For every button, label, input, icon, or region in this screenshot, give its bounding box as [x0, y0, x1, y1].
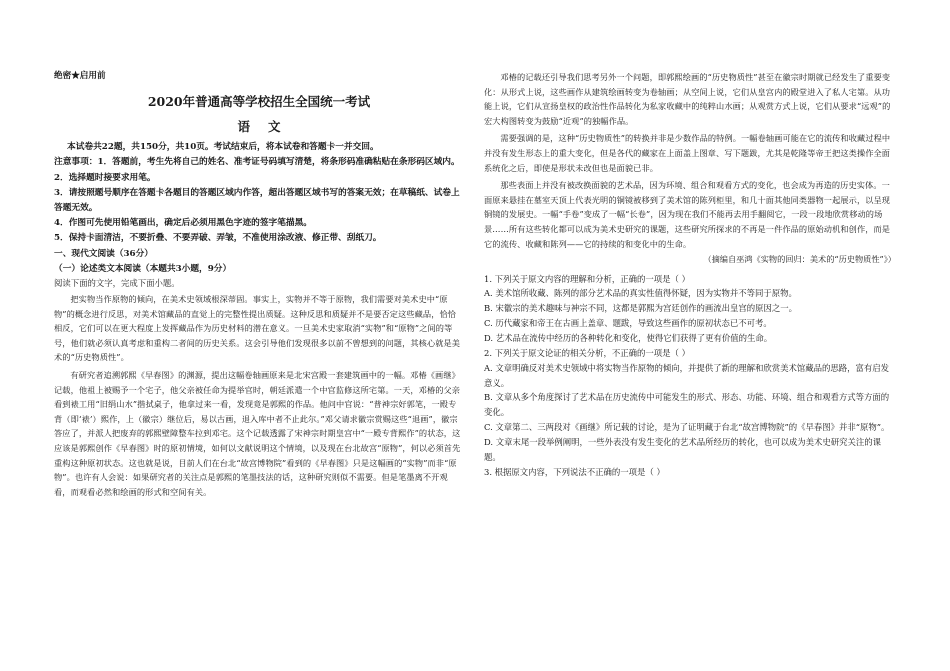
question-option: C. 历代藏家和帝王在古画上盖章、题跋，导致这些画作的原初状态已不可考。 — [484, 318, 772, 329]
question-3 — [484, 465, 896, 479]
exam-summary: 本试卷共22题，共150分，共10页。考试结束后，将本试卷和答题卡一并交回。 — [67, 142, 379, 153]
left-column — [54, 70, 464, 499]
question-option: A. 美术馆所收藏、陈列的部分艺术品的真实性值得怀疑，因为实物并不等同于原物。 — [484, 288, 797, 299]
question-stem: 1. 下列关于原文内容的理解和分析，正确的一项是（ ） — [484, 273, 690, 284]
question-2 — [484, 346, 896, 465]
note-item: 2．选择题时接要求用笔。 — [54, 172, 156, 183]
note-item: 注意事项：1．答题前，考生先将自己的姓名、准考证号码填写清楚，将条形码准确粘贴在条形码区域内。 — [54, 157, 460, 168]
right-column — [484, 70, 896, 480]
passage-left — [54, 292, 464, 499]
passage-paragraph: 那些表面上并没有被改换面貌的艺术品，因为环境、组合和观看方式的变化，也会成为再造的历史实体。一面原来悬挂在墓室天顶上代表光明的铜镜被移到了美术馆的陈列柜里，和几十面其他同类器物一起展示，以呈现铜镜的发展史。一幅“手卷”变成了一幅“长卷”，因为现在我们不能再去用手翻阅它，一段一段地欣赏移动的场景……所有这些转化都可以成为美术史研究的课题，这些研究所探求的不再是一件作品的原始动机和创作，而是它的流传、收藏和陈列——它的持续的和变化中的生命。 — [484, 180, 891, 249]
subject-title: 语文 — [237, 118, 299, 134]
secret-label: 绝密★启用前 — [54, 71, 106, 81]
passage-paragraph: 把实物当作原物的倾向，在美术史领域根深蒂固。事实上，实物并不等于原物，我们需要对美术史中“原物”的概念进行反思，对美术馆藏品的直觉上的完整性提出质疑。这种反思和质疑并不是要否定这些藏品，恰恰相反，它们可以在更大程度上发挥藏品作为历史材料的潜在意义。一旦美术史家取消“实物”和“原物”之间的等号，他们就必须认真考虑和重构二者间的历史关系。这会引导他们发现很多以前不曾想到的问题，其核心就是美术的“历史物质性”。 — [54, 294, 461, 363]
reading-instruction: 阅读下面的文字，完成下面小题。 — [54, 278, 180, 289]
question-option: D. 艺术品在流传中经历的各种转化和变化，使得它们获得了更有价值的生命。 — [484, 333, 773, 344]
note-item: 4．作图可先使用铅笔画出，确定后必须用黑色字迹的签字笔描黑。 — [54, 218, 312, 229]
instructions — [54, 140, 464, 277]
question-option: B. 宋徽宗的美术趣味与神宗不同，这都是郭熙为宫廷创作的画流出皇宫的原因之一。 — [484, 303, 797, 314]
passage-right — [484, 70, 896, 251]
section-subheading: （一）论述类文本阅读（本题共3小题，9分） — [54, 263, 232, 274]
section-heading: 一、现代文阅读（36分） — [54, 248, 153, 259]
note-item: 5．保持卡面清洁，不要折叠、不要弄破、弄皱，不准使用涂改液、修正带、刮纸刀。 — [54, 233, 382, 244]
question-option: A. 文章明确反对美术史领域中将实物当作原物的倾向，并提供了新的理解和欣赏美术馆藏品的思路，富有启发意义。 — [484, 362, 889, 388]
passage-paragraph: 邓椿的记载还引导我们思考另外一个问题，即郭熙绘画的“历史物质性”甚至在徽宗时期就已经发生了重要变化：从形式上说，这些画作从建筑绘画转变为卷轴画；从空间上说，它们从皇宫内的殿堂进入了私人宅第。从功能上说，它们从宣扬皇权的政治性作品转化为私家收藏中的纯粹山水画；从观赏方式上说，它们从要求“远观”的宏大构图转变为鼓励“近观”的独幅作品。 — [484, 72, 891, 126]
notes-list — [54, 155, 464, 246]
passage-paragraph: 需要强调的是，这种“历史物质性”的转换并非是少数作品的特例。一幅卷轴画可能在它的流传和收藏过程中并没有发生形态上的重大变化，但是各代的藏家在上面盖上图章、写下题跋，尤其是乾隆等帝王把这类操作全面系统化之后，即使是形状未改但也是面貌已非。 — [484, 133, 891, 173]
question-option: B. 文章从多个角度探讨了艺术品在历史流传中可能发生的形式、形态、功能、环境、组合和观看方式等方面的变化。 — [484, 392, 890, 418]
question-stem: 3. 根据原文内容，下列说法不正确的一项是（ ） — [484, 467, 665, 478]
question-option: D. 文章末尾一段举例阐明，一些外表没有发生变化的艺术品所经历的转化，也可以成为美术史研究关注的课题。 — [484, 437, 881, 463]
question-1 — [484, 272, 896, 346]
note-item: 3．请按照题号顺序在答题卡各题目的答题区域内作答，超出答题区域书写的答案无效；在草稿纸、试卷上答题无效。 — [54, 187, 460, 213]
question-option: C. 文章第二、三两段对《画继》所记载的讨论，是为了证明藏于台北“故宫博物院”的《早春图》并非“原物”。 — [484, 422, 890, 433]
exam-title: 2020年普通高等学校招生全国统一考试 — [147, 94, 371, 110]
passage-source: （摘编自巫鸿《实物的回归：美术的“历史物质性”》） — [703, 254, 896, 265]
question-stem: 2. 下列关于原文论证的相关分析，不正确的一项是（ ） — [484, 348, 690, 359]
passage-paragraph: 有研究者追溯郭熙《早春图》的渊源，提出这幅卷轴画原来是北宋宫殿一套建筑画中的一幅。邓椿《画继》记载，他祖上被赐予一个宅子，他父亲被任命为提举官时，朝廷派遣一个中官监修这所宅第。一天，邓椿的父亲看到裱工用“旧绢山水”揩拭桌子，他拿过来一看，发现竟是郭熙的作品。他问中官说：“普神宗好郭笔，一殿专背（即‘裱’）熙作，上（徽宗）继位后，易以古画，退入库中者不止此尔。”邓父请求徽宗赏赐这些“退画”，徽宗答应了，并派人把废弃的郭熙壁障整车拉到邓宅。这个记载透露了宋神宗时期皇宫中“一殿专背熙作”的状态，这应该是郭熙创作《早春图》时的原初情境，如何以文献说明这个情境，以及现在台北故宫“原物”，何以必须首先重构这种原初状态。这也就是说，目前人们在台北“故宫博物院”看到的《早春图》只是这幅画的“实物”而非“原物”。也许有人会说：如果研究者的关注点是郭熙的笔墨技法的话，这种研究则似不需要。但是笔墨离不开观看，而观看必然和绘画的形式和空间有关。 — [54, 370, 461, 497]
